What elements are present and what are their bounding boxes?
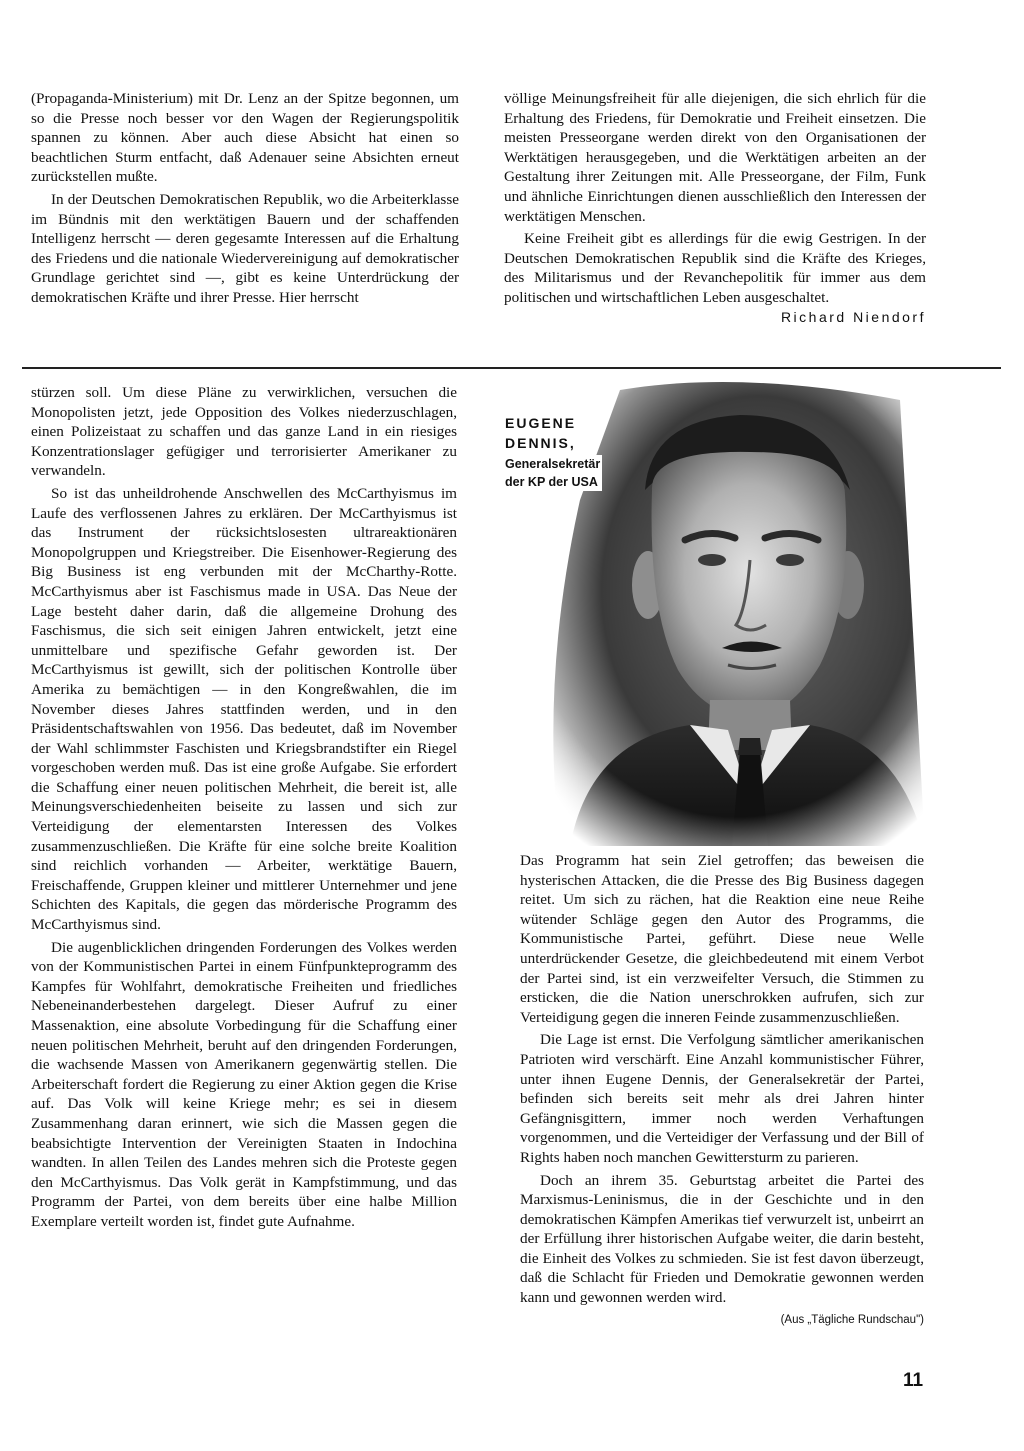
caption-name-line: DENNIS, <box>505 435 576 451</box>
paragraph: völlige Meinungsfreiheit für alle diejenigen, die sich ehrlich für die Erhaltung des Friedens, für Demokratie und Freiheit einsetzen. Die meisten Presseorgane werden direkt von den Organisationen der Werktätigen herausgegeben, und die Werktätigen arbeiten an der Gestaltung ihrer Zeitungen mit. Alle Presseorgane, der Film, Funk und ähnliche Einrichtungen dienen ausschließlich den Interessen der werktätigen Menschen. <box>504 90 926 225</box>
article-column-bottom-right <box>520 851 924 1330</box>
caption-role-line: der KP der USA <box>505 475 598 489</box>
paragraph: Das Programm hat sein Ziel getroffen; das beweisen die hysterischen Attacken, die die Presse des Big Business dagegen reitet. Um sich zu rächen, hat die Reaktion eine neue Reihe wütender Schläge gegen den Autor des Programms, die Kommunistische Partei, geführt. Diese neue Welle unterdrückender Gesetze, die gleichbedeutend mit einem Verbot der Partei sind, ist ein verzweifelter Versuch, die Stimmen zu ersticken, die die Nation unerschrokken aufrufen, sich zur Verteidigung gegen die inneren Feinde zusammenzuschließen. <box>520 852 924 1026</box>
paragraph: So ist das unheildrohende Anschwellen des McCarthyismus im Laufe des verflossenen Jahres zu erklären. Der McCarthyismus ist das Instrument der rücksichtslosesten ultrareaktionären Monopolgruppen und Kriegstreiber. Die Eisenhower-Regierung des Big Business ist eng verbunden mit der McCharthy-Rotte. McCarthyismus aber ist Faschismus made in USA. Das Neue der Lage besteht daher darin, daß die allgemeine Drohung des Faschismus, die sich seit einigen Jahren entwickelt, jetzt eine unmittelbare und spezifische Gefahr geworden ist. Der McCarthyismus ist gewillt, sich der politischen Kontrolle über Amerika zu bemächtigen — in den Kongreßwahlen, die im November dieses Jahres stattfinden werden, und in den Präsidentschaftswahlen von 1956. Das bedeutet, daß im November der Wahl schlimmster Faschisten und Kriegsbrandstifter ein Riegel vorgeschoben werden muß. Das ist eine große Aufgabe. Sie erfordert die Schaffung einer neuen politischen Mehrheit, die bereit ist, alle Meinungsverschiedenheiten beiseite zu lassen und sich zur Verteidigung der elementarsten Interessen des Volkes zusammenzuschließen. Die Kräfte für eine solche breite Koalition sind reichlich vorhanden — Arbeiter, werktätige Bauern, Freischaffende, Gruppen kleiner und mittlerer Unternehmer und jene Schichten des Kapitals, die gegen das mörderische Programm des McCarthyismus sind. <box>31 484 457 934</box>
paragraph <box>504 229 926 325</box>
photo-caption-role <box>503 455 602 491</box>
paragraph: In der Deutschen Demokratischen Republik, wo die Arbeiterklasse im Bündnis mit den werktätigen Bauern und der schaffenden Intelligenz herrscht — deren gegesamte Interessen auf die Erhaltung des Friedens und die nationale Wiedervereinigung auf demokratischer Grundlage gerichtet sind —, gibt es keine Unterdrückung der demokratischen Kräfte und ihrer Presse. Hier herrscht <box>31 190 459 306</box>
section-divider <box>22 367 1001 369</box>
author-signature: Richard Niendorf <box>780 308 926 325</box>
paragraph: stürzen soll. Um diese Pläne zu verwirklichen, versuchen die Monopolisten jetzt, jede Opposition des Volkes niederzuschlagen, einen Polizeistaat zu schaffen und das ganze Land in ein riesiges Konzentrationslager gefügiger und terrorisierter Amerikaner zu verwandeln. <box>31 384 457 480</box>
caption-role-line: Generalsekretär <box>505 457 601 471</box>
article-column-bottom-left <box>31 383 457 1235</box>
paragraph-text: Keine Freiheit gibt es allerdings für die ewig Gestrigen. In der Deutschen Demokratischen Republik sind die Kräfte des Krieges, des Militarismus und der Revanchepolitik für immer aus dem politischen und wirtschaftlichen Leben ausgeschaltet. <box>504 230 926 306</box>
paragraph: Die augenblicklichen dringenden Forderungen des Volkes werden von der Kommunistischen Partei in einem Fünfpunkteprogramm des Kampfes für Wohlfahrt, demokratische Freiheiten und friedliches Nebeneinanderbestehen dargelegt. Dieser Aufruf zu einer Massenaktion, eine absolute Vorbedingung für die Schaffung einer neuen politischen Mehrheit, beruht auf den dringenden Forderungen, die wachsende Massen von Amerikanern gegenwärtig stellen. Die Arbeiterschaft fordert die Regierung zu einer Aktion gegen die Krise auf. Das Volk will keine Kriege mehr; es sei in diesem Zusammenhang daran erinnert, wie sich die Massen gegen die beabsichtigte Intervention der Vereinigten Staaten in Indochina wandten. In allen Teilen des Landes mehren sich die Proteste gegen den McCarthyismus. Das Volk gerät in Kampfstimmung, und das Programm der Partei, von dem bereits über eine halbe Million Exemplare verteilt worden ist, findet gute Aufnahme. <box>31 938 457 1230</box>
paragraph: Doch an ihrem 35. Geburtstag arbeitet die Partei des Marxismus-Leninismus, die in der Geschichte und in den demokratischen Kämpfen Amerikas tief verwurzelt ist, unbeirrt an der Erfüllung ihrer historischen Aufgabe weiter, die darin besteht, die Einheit des Volkes zu schmieden. Sie ist fest davon überzeugt, daß die Schlacht für Frieden und Demokratie gewonnen werden kann und gewonnen werden wird. <box>520 1171 924 1307</box>
photo-caption-name <box>503 413 578 453</box>
source-citation: (Aus „Tägliche Rundschau") <box>780 1313 924 1326</box>
caption-name-line: EUGENE <box>505 415 577 431</box>
paragraph: (Propaganda-Ministerium) mit Dr. Lenz an der Spitze begonnen, um so die Presse noch besser vor den Wagen der Regierungspolitik spannen zu können. Aber auch diese Absicht hat einen so beachtlichen Sturm entfacht, daß Adenauer seine Absichten erneut zurückstellen mußte. <box>31 90 459 186</box>
article-column-top-right <box>504 89 926 327</box>
paragraph: Die Lage ist ernst. Die Verfolgung sämtlicher amerikanischen Patrioten wird verschärft. Eine Anzahl kommunistischer Führer, unter ihnen Eugene Dennis, der Generalsekretär der Partei, befinden sich bereits seit mehr als drei Jahren hinter Gefängnisgittern, immer noch werden Verhaftungen vorgenommen, und die Verteidiger der Verfassung und der Bill of Rights haben noch manchen Gewittersturm zu parieren. <box>520 1031 924 1166</box>
article-column-top-left <box>31 89 459 311</box>
page-number: 11 <box>903 1370 924 1391</box>
